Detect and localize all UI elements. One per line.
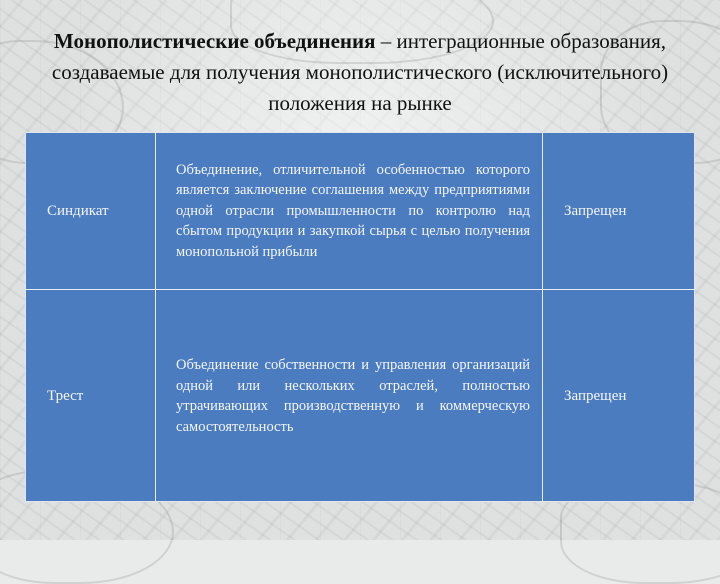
table-cell-status: Запрещен	[564, 202, 627, 219]
title-definition: – интеграционные образования, создаваемые для получения монополистического (исключительного) положения на рынке	[51, 29, 669, 115]
title-bold-term: Монополистические объединения	[53, 29, 376, 53]
table-row	[26, 133, 694, 290]
table-cell-description: Объединение, отличительной особенностью которого является заключение соглашения между предприятиями одной отрасли промышленности по контролю над сбытом продукции и закупкой сырья с целью получения монопольной прибыли	[176, 161, 530, 260]
monopoly-types-table	[25, 132, 695, 502]
table-cell-status: Запрещен	[564, 387, 627, 404]
table-cell-name: Трест	[47, 387, 84, 404]
slide-title	[20, 26, 700, 119]
table-cell-description: Объединение собственности и управления организаций одной или нескольких отраслей, полностью утрачивающих производственную и коммерческую самостоятельность	[176, 357, 530, 435]
table-cell-name: Синдикат	[47, 202, 109, 219]
table-row	[26, 290, 694, 502]
